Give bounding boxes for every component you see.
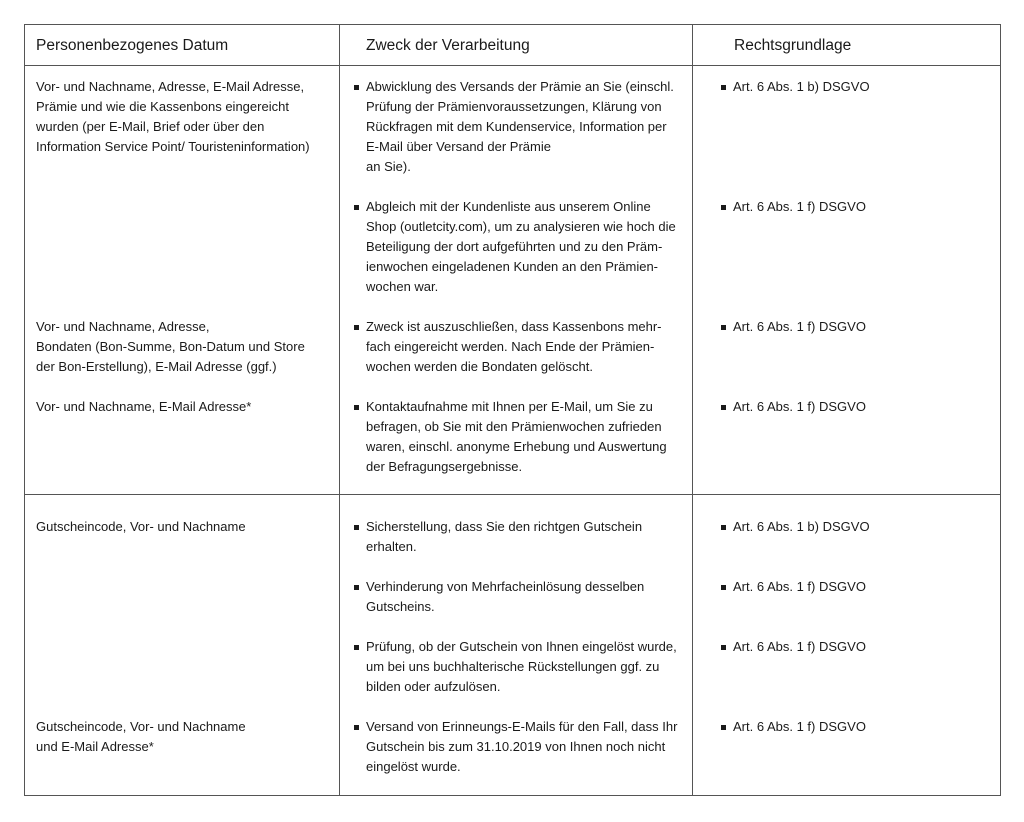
personal-data-cell: Gutscheincode, Vor- und Nachname und E-Mail Adresse* [36,719,246,754]
legal-basis-item: Art. 6 Abs. 1 b) DSGVO [721,517,870,537]
purpose-item: Verhinderung von Mehrfacheinlösung desselben Gutscheins. [354,577,644,617]
column-divider [339,24,340,796]
purpose-item: Zweck ist auszuschließen, dass Kassenbons mehr- fach eingereicht werden. Nach Ende der Prämien- wochen werden die Bondaten gelöscht. [354,317,662,377]
personal-data-cell: Vor- und Nachname, Adresse, Bondaten (Bon-Summe, Bon-Datum und Store der Bon-Erstellung), E-Mail Adresse (ggf.) [36,319,305,374]
purpose-item: Versand von Erinneungs-E-Mails für den Fall, dass Ihr Gutschein bis zum 31.10.2019 von Ihnen noch nicht eingelöst wurde. [354,717,677,777]
legal-basis-item: Art. 6 Abs. 1 f) DSGVO [721,637,866,657]
header-legal-basis: Rechtsgrundlage [734,37,852,54]
legal-basis-item: Art. 6 Abs. 1 b) DSGVO [721,77,870,97]
header-personal-data: Personenbezogenes Datum [36,37,229,54]
purpose-item: Sicherstellung, dass Sie den richtgen Gutschein erhalten. [354,517,642,557]
purpose-item: Prüfung, ob der Gutschein von Ihnen eingelöst wurde, um bei uns buchhalterische Rückstellungen ggf. zu bilden oder aufzulösen. [354,637,677,697]
header-purpose: Zweck der Verarbeitung [366,37,530,54]
purpose-item: Abgleich mit der Kundenliste aus unserem Online Shop (outletcity.com), um zu analysieren wie hoch die Beteiligung der dort aufgeführten und zu den Präm- ienwochen eingeladenen Kunden an den Prämien- wochen war. [354,197,676,297]
column-divider [692,24,693,796]
legal-basis-item: Art. 6 Abs. 1 f) DSGVO [721,717,866,737]
personal-data-cell: Vor- und Nachname, E-Mail Adresse* [36,399,252,414]
legal-basis-item: Art. 6 Abs. 1 f) DSGVO [721,317,866,337]
purpose-item: Kontaktaufnahme mit Ihnen per E-Mail, um Sie zu befragen, ob Sie mit den Prämienwochen zufrieden waren, einschl. anonyme Erhebung und Auswertung der Befragungsergebnisse. [354,397,667,477]
personal-data-cell: Gutscheincode, Vor- und Nachname [36,519,246,534]
legal-basis-item: Art. 6 Abs. 1 f) DSGVO [721,577,866,597]
personal-data-cell: Vor- und Nachname, Adresse, E-Mail Adresse, Prämie und wie die Kassenbons eingereicht wurden (per E-Mail, Brief oder über den Information Service Point/ Touristeninformation) [36,79,310,154]
legal-basis-item: Art. 6 Abs. 1 f) DSGVO [721,397,866,417]
section-divider [24,494,1001,495]
purpose-item: Abwicklung des Versands der Prämie an Sie (einschl. Prüfung der Prämienvoraussetzungen, Klärung von Rückfragen mit dem Kundenservice, Information per E-Mail über Versand der Prämie an Sie). [354,77,674,177]
legal-basis-item: Art. 6 Abs. 1 f) DSGVO [721,197,866,217]
header-divider [24,65,1001,66]
